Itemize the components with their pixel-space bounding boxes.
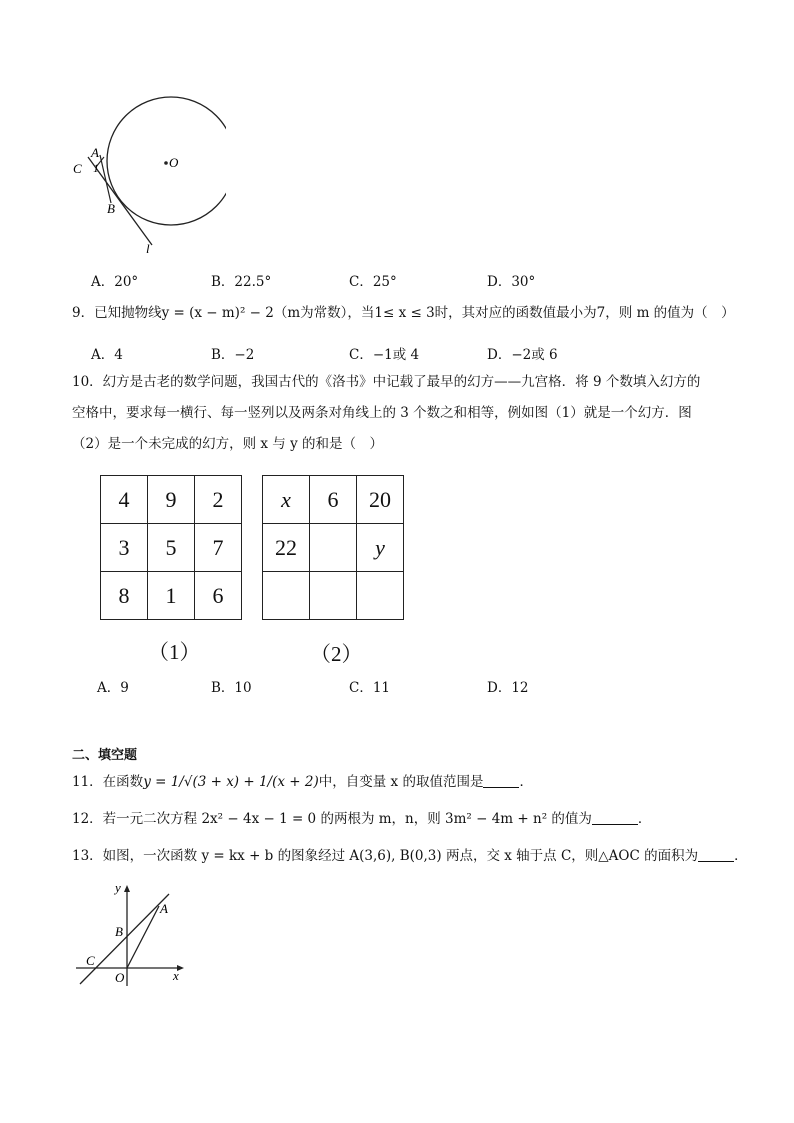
q13-answer-blank[interactable] — [698, 849, 734, 862]
grid1-cell: 2 — [195, 476, 242, 524]
grid2-cell — [310, 572, 357, 620]
q12-text: 12．若一元二次方程 2x² − 4x − 1 = 0 的两根为 m，n，则 3m² − 4m + n² 的值为 — [72, 811, 592, 827]
label-a: A — [91, 145, 99, 160]
label-x: x — [173, 968, 179, 983]
grid2-cell: 20 — [357, 476, 404, 524]
q8-option-a[interactable]: A．20° — [91, 274, 139, 290]
q11-formula: y = 1/√(3 + x) + 1/(x + 2) — [143, 774, 319, 790]
circle-o — [107, 97, 226, 225]
label-y: y — [115, 880, 121, 895]
q10-option-a[interactable]: A．9 — [97, 680, 129, 696]
q12-question: 12．若一元二次方程 2x² − 4x − 1 = 0 的两根为 m，n，则 3m² − 4m + n² 的值为 ． — [72, 811, 652, 827]
q11-prefix: 11．在函数 — [72, 774, 144, 790]
grid1-cell: 6 — [195, 572, 242, 620]
q11-answer-blank[interactable] — [483, 775, 519, 788]
q10-question-line1: 10．幻方是古老的数学问题，我国古代的《洛书》中记载了最早的幻方——九宫格．将 9 个数填入幻方的 — [72, 374, 701, 390]
label-o: O — [169, 155, 179, 170]
q9-question: 9．已知抛物线y = (x − m)² − 2（m为常数），当1≤ x ≤ 3时，其对应的函数值最小为7，则 m 的值为（ ） — [72, 305, 735, 321]
q10-option-d[interactable]: D．12 — [487, 680, 529, 696]
q8-option-d[interactable]: D．30° — [487, 274, 536, 290]
grid2-cell — [310, 524, 357, 572]
q9-option-a[interactable]: A．4 — [91, 347, 123, 363]
q9-option-c[interactable]: C．−1或 4 — [349, 347, 420, 363]
label-c: C — [73, 161, 82, 176]
grid1-cell: 7 — [195, 524, 242, 572]
section-title: 二、填空题 — [72, 748, 138, 763]
y-axis-arrow — [124, 885, 130, 892]
grid1-cell: 3 — [101, 524, 148, 572]
q9-option-b[interactable]: B．−2 — [211, 347, 255, 363]
grid2-cell-x: x — [263, 476, 310, 524]
center-point — [164, 161, 168, 165]
line-y-kx-b — [80, 894, 169, 984]
grid2-cell: 6 — [310, 476, 357, 524]
label-b: B — [107, 201, 115, 216]
q13-question: 13．如图，一次函数 y = kx + b 的图象经过 A(3,6), B(0,3) 两点，交 x 轴于点 C，则△AOC 的面积为 ． — [72, 848, 748, 864]
q12-answer-blank[interactable] — [592, 812, 638, 825]
grid1-cell: 9 — [148, 476, 195, 524]
magic-square-2 — [262, 475, 404, 620]
label-c: C — [86, 953, 95, 968]
grid2-cell-y: y — [357, 524, 404, 572]
q8-option-c[interactable]: C．25° — [349, 274, 397, 290]
grid1-cell: 4 — [101, 476, 148, 524]
circle-tangent-figure — [66, 95, 226, 260]
label-l: l — [146, 241, 150, 256]
grid2-cell — [357, 572, 404, 620]
q10-option-b[interactable]: B．10 — [211, 680, 252, 696]
grid1-cell: 5 — [148, 524, 195, 572]
label-o: O — [115, 970, 125, 985]
q10-option-c[interactable]: C．11 — [349, 680, 391, 696]
q10-question-line3: （2）是一个未完成的幻方，则 x 与 y 的和是（ ） — [72, 436, 383, 452]
q13-text: 13．如图，一次函数 y = kx + b 的图象经过 A(3,6), B(0,3) 两点，交 x 轴于点 C，则△AOC 的面积为 — [72, 848, 699, 864]
segment-oa — [127, 906, 159, 968]
q11-suffix: 中，自变量 x 的取值范围是 — [318, 774, 484, 790]
label-a: A — [160, 901, 168, 916]
linear-function-figure — [72, 876, 202, 991]
grid-caption-2: （2） — [310, 642, 363, 666]
magic-square-1 — [100, 475, 242, 620]
q11-question: 11．在函数y = 1/√(3 + x) + 1/(x + 2)中，自变量 x 的取值范围是 ． — [72, 774, 533, 790]
grid2-cell: 22 — [263, 524, 310, 572]
q9-option-d[interactable]: D．−2或 6 — [487, 347, 558, 363]
q10-question-line2: 空格中，要求每一横行、每一竖列以及两条对角线上的 3 个数之和相等，例如图（1）就是一个幻方．图 — [72, 405, 692, 421]
grid1-cell: 8 — [101, 572, 148, 620]
label-b: B — [115, 924, 123, 939]
q8-option-b[interactable]: B．22.5° — [211, 274, 272, 290]
label-angle-1: 1 — [93, 161, 99, 175]
grid1-cell: 1 — [148, 572, 195, 620]
grid-caption-1: （1） — [148, 640, 201, 664]
grid2-cell — [263, 572, 310, 620]
